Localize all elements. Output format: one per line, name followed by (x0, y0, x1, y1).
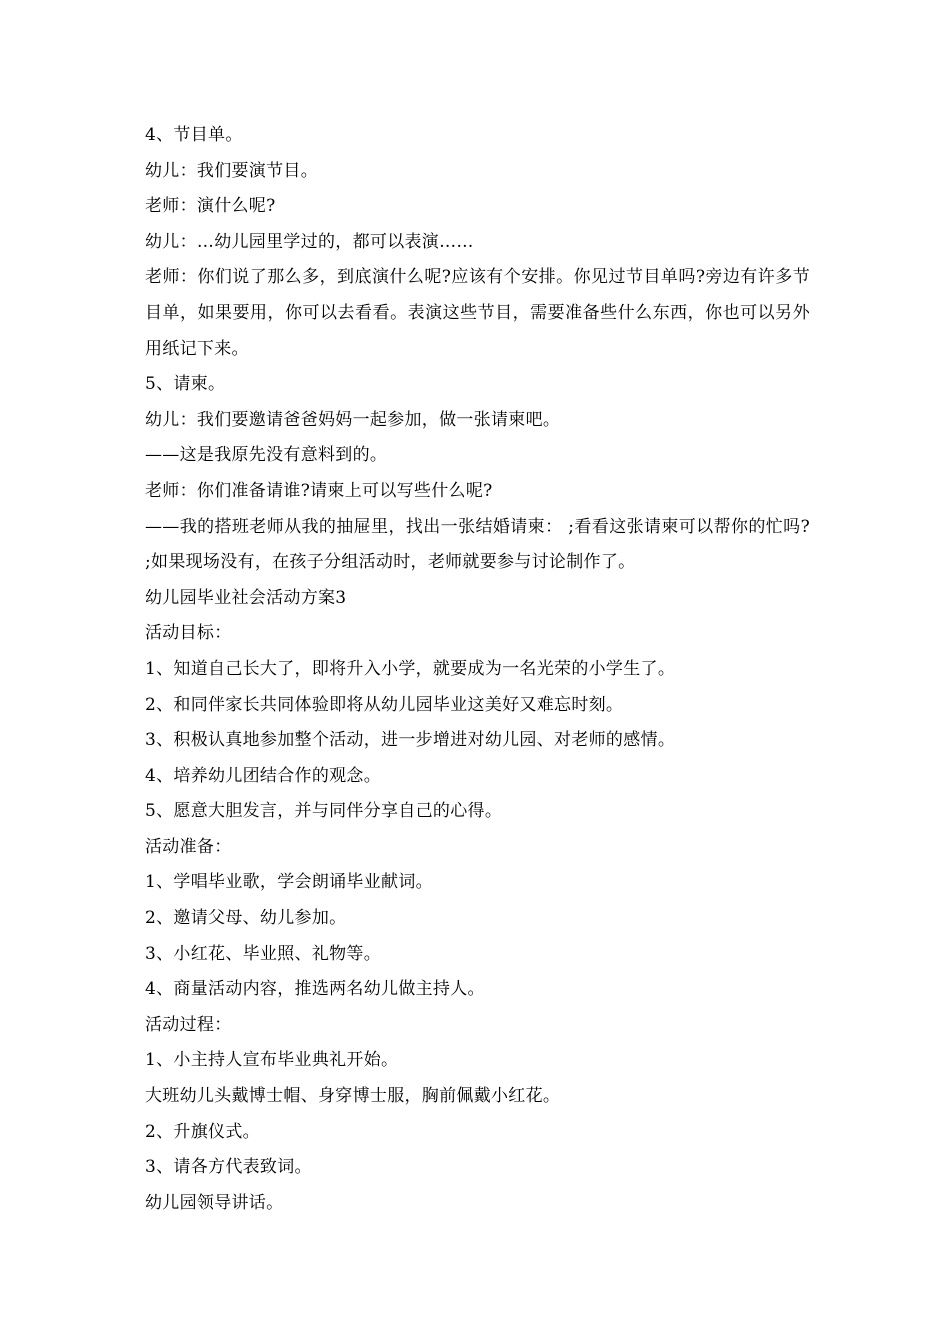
list-item: 5、愿意大胆发言，并与同伴分享自己的心得。 (145, 801, 503, 822)
paragraph: 大班幼儿头戴博士帽、身穿博士服，胸前佩戴小红花。 (145, 1086, 561, 1107)
paragraph: 幼儿：…幼儿园里学过的，都可以表演…… (145, 231, 474, 252)
subsection-heading: 活动过程： (145, 1014, 232, 1035)
paragraph: 幼儿园领导讲话。 (145, 1192, 284, 1213)
paragraph: 5、请柬。 (145, 374, 226, 395)
paragraph: 老师：你们说了那么多，到底演什么呢?应该有个安排。你见过节目单吗?旁边有许多节目单，如果要用，你可以去看看。表演这些节目，需要准备些什么东西，你也可以另外用纸记下来。 (145, 267, 810, 359)
subsection-heading: 活动准备： (145, 836, 232, 857)
list-item: 3、请各方代表致词。 (145, 1157, 312, 1178)
list-item: 3、小红花、毕业照、礼物等。 (145, 943, 382, 964)
paragraph: ——这是我原先没有意料到的。 (145, 445, 388, 466)
paragraph: 幼儿：我们要邀请爸爸妈妈一起参加，做一张请柬吧。 (145, 409, 561, 430)
document-body (145, 118, 810, 1221)
list-item: 2、和同伴家长共同体验即将从幼儿园毕业这美好又难忘时刻。 (145, 694, 624, 715)
list-item: 2、升旗仪式。 (145, 1121, 260, 1142)
paragraph: 老师：演什么呢? (145, 196, 276, 217)
list-item: 4、培养幼儿团结合作的观念。 (145, 765, 382, 786)
list-item: 1、知道自己长大了，即将升入小学，就要成为一名光荣的小学生了。 (145, 658, 676, 679)
paragraph: 幼儿：我们要演节目。 (145, 160, 318, 181)
paragraph: 4、节目单。 (145, 125, 243, 145)
subsection-heading: 活动目标： (145, 623, 232, 644)
paragraph: ——我的搭班老师从我的抽屉里，找出一张结婚请柬： ;看看这张请柬可以帮你的忙吗? ;如果现场没有，在孩子分组活动时，老师就要参与讨论制作了。 (145, 516, 810, 573)
list-item: 1、小主持人宣布毕业典礼开始。 (145, 1050, 399, 1071)
list-item: 1、学唱毕业歌，学会朗诵毕业献词。 (145, 872, 433, 893)
list-item: 4、商量活动内容，推选两名幼儿做主持人。 (145, 979, 485, 1000)
paragraph: 老师：你们准备请谁?请柬上可以写些什么呢? (145, 480, 493, 501)
section-title: 幼儿园毕业社会活动方案3 (145, 587, 347, 608)
list-item: 2、邀请父母、幼儿参加。 (145, 908, 347, 929)
list-item: 3、积极认真地参加整个活动，进一步增进对幼儿园、对老师的感情。 (145, 730, 676, 751)
